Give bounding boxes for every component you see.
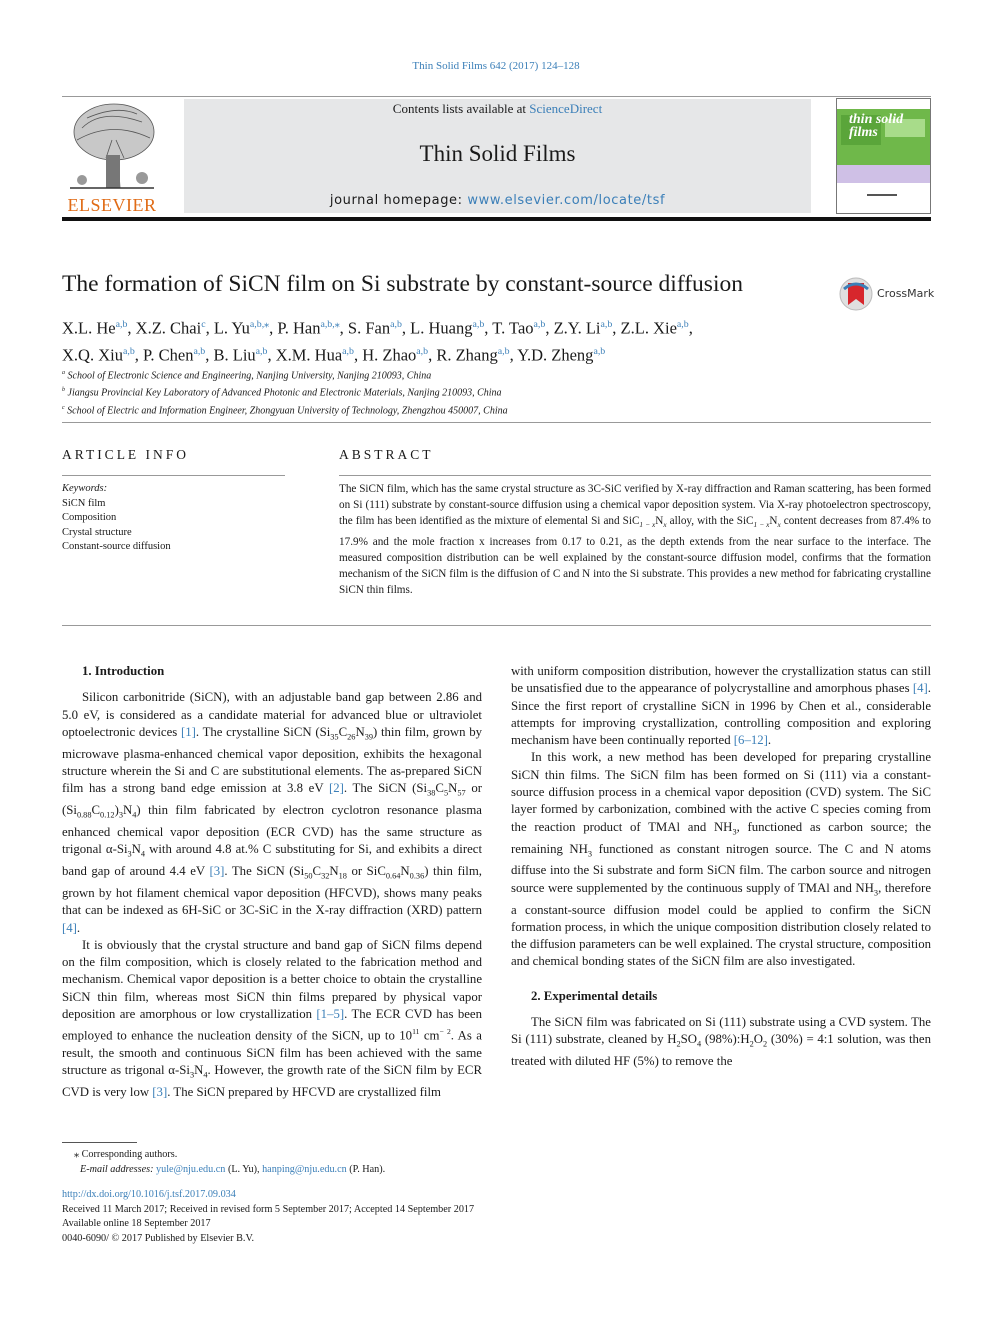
affiliation-a: $^a$ School of Electronic Science and Engineering, Nanjing University, Nanjing 210093, China [62, 370, 432, 382]
divider [62, 625, 931, 626]
journal-name: Thin Solid Films [419, 141, 576, 166]
copyright: 0040-6090/ © 2017 Published by Elsevier B.V. [62, 1232, 255, 1244]
homepage-link[interactable]: www.elsevier.com/locate/tsf [467, 193, 666, 208]
paragraph: Silicon carbonitride (SiCN), with an adjustable band gap between 2.86 and 5.0 eV, is considered as a candidate material for advanced blue or ultraviolet optoelectronic devices [1]. The crystalline SiCN $(Si_{35}C_{26}N_{39})$ thin film, grown by microwave plasma-enhanced chemical vapor deposition, exhibits the hexagonal structure wherein the Si and C are substitutional elements. The as-prepared SiCN film has a strong band edge emission at 3.8 eV [2]. The SiCN ($Si_{38}C_5N_{57}$ or $(Si_{0.88}C_{0.12})_3N_4$) thin film fabricated by electron cyclotron resonance plasma enhanced chemical vapor deposition (ECR CVD) has the same structure as trigonal $\alpha-Si_3N_4$ with around 4.8 at.% C substituting for Si, and exhibits a direct band gap of around 4.4 eV [3]. The SiCN ($Si_{50}C_{32}N_{18}$ or $SiC_{0.64}N_{0.36}$) thin film, grown by hot filament chemical vapor deposition (HFCVD), shows many peaks that can be indexed as 6H-SiC or 3C-SiC in the X-ray diffraction (XRD) pattern [4]. [62, 690, 482, 935]
affiliations [62, 366, 822, 418]
keyword-item: Crystal structure [62, 526, 132, 538]
section-title-experimental: 2. Experimental details [531, 988, 658, 1003]
abstract-heading: ABSTRACT [339, 447, 434, 462]
contents-line: Contents lists available at ScienceDirect [392, 101, 603, 116]
citation-link[interactable]: [6–12] [733, 733, 768, 748]
citation-link[interactable]: [3] [152, 1085, 168, 1100]
abstract-body: The SiCN film, which has the same crystal structure as 3C-SiC verified by X-ray diffraction and Raman scattering, has been formed on Si (111) substrate by constant-source diffusion using a chemical vapor deposition system. Via X-ray photoelectron spectroscopy, the film has been identified as the mixture of elemental Si and $SiC_{1 - x}N_x$ alloy, with the $SiC_{1 - x}N_x$ content decreases from 87.4% to 17.9% and the mole fraction x increases from 0.17 to 0.21, as the depth extends from the near surface to the interface. The measured composition distribution can be well explained by the constant-source diffusion model, confirms that the formation mechanism of the SiCN film is the diffusion of C and N into the Si substrate. This provides a new method for fabricating crystalline SiCN thin films. [339, 483, 931, 597]
crossmark-label: CrossMark [877, 287, 935, 300]
affiliation-b: $^b$ Jiangsu Provincial Key Laboratory of Advanced Photonic and Electronic Materials, Nanjing 210093, China [62, 387, 502, 399]
keyword-item: SiCN film [62, 497, 106, 509]
citation-link[interactable]: [2] [328, 781, 344, 796]
available-date: Available online 18 September 2017 [62, 1218, 211, 1229]
citation-link[interactable]: [3] [209, 864, 225, 879]
article-title: The formation of SiCN film on Si substrate by constant-source diffusion [62, 271, 743, 297]
doi-link[interactable]: http://dx.doi.org/10.1016/j.tsf.2017.09.034 [62, 1189, 236, 1200]
cover-title: thin solid films [849, 112, 904, 140]
divider [62, 422, 931, 423]
divider [62, 475, 285, 476]
keyword-item: Composition [62, 512, 117, 523]
divider [339, 475, 931, 476]
email-note: E-mail addresses: yule@nju.edu.cn (L. Yu), hanping@nju.edu.cn (P. Han). [80, 1164, 386, 1175]
corresponding-note: ⁎ Corresponding authors. [74, 1149, 178, 1160]
author-list: X.L. He$^{a,b}$, X.Z. Chai$^c$, L. $Yu^{a,b,⁎}$, P. Han$^{a,b,⁎}$, S. Fan$^{a,b}$, L. Huang$^{a,b}$, T. Tao$^{a,b}$, Z.Y. Li$^{a,b}$, Z.L. Xie$^{a,b}$, X.Q. Xiu$^{a,b}$, P. Chen$^{a,b}$, B. Liu$^{a,b}$, X.M. Hua$^{a,b}$, H. Zhao$^{a,b}$, R. Zhang$^{a,b}$, Y.D. Zheng$^{a,b}$ [62, 318, 693, 364]
email-link[interactable]: yule@nju.edu.cn [156, 1164, 226, 1175]
article-info-heading: ARTICLE INFO [62, 447, 190, 462]
crossmark-badge[interactable] [838, 277, 948, 311]
homepage-line: journal homepage: www.elsevier.com/locate/tsf [329, 193, 666, 208]
citation-link[interactable]: [4] [912, 681, 928, 696]
keyword-item: Constant-source diffusion [62, 541, 171, 552]
journal-cover[interactable] [836, 98, 931, 214]
affiliation-c: $^c$ School of Electric and Information Engineer, Zhongyuan University of Technology, Zhengzhou 450007, China [62, 404, 508, 416]
crossmark-icon [838, 277, 874, 311]
keywords-list [62, 482, 171, 555]
footnotes [62, 1147, 482, 1177]
paragraph: It is obviously that the crystal structure and band gap of SiCN films depend on the film composition, which is closely related to the fabrication method and mechanism. Chemical vapor deposition is a better choice to obtain the crystalline SiCN thin film, whereas most SiCN thin films prepared by physical vapor deposition are amorphous or low crystallization [1–5]. The ECR CVD has been employed to enhance the nucleation density of the SiCN, up to $10^{11}$ $cm^{- 2}$. As a result, the smooth and continuous SiCN film has been achieved with the same structure as trigonal $\alpha-Si_3N_4$. However, the growth rate of the SiCN film by ECR CVD is very low [3]. The SiCN prepared by HFCVD are crystallized film [62, 937, 482, 1100]
elsevier-logo-text: ELSEVIER [67, 195, 157, 215]
keywords-label: Keywords: [62, 483, 108, 494]
paragraph: In this work, a new method has been developed for preparing crystalline SiCN thin films. The SiCN film has been formed on Si (111) via a constant-source diffusion process in a chemical vapor deposition (CVD) system. The SiC layer formed by carbonization, combined with the active C species coming from the reaction product of TMAl and $NH_3$, functioned as carbon source; the remaining $NH_3$ functioned as constant nitrogen source. The C and N atoms diffuse into the Si substrate and form SiCN film. The carbon source and nitrogen source were supplemented by the continuous supply of TMAl and $NH_3$, therefore a constant-source diffusion model could be applied to confirm the SiCN formation process, in which the unique composition distribution closely related to the diffusion parameters can be well explained. The crystal structure, composition and chemical bonding states of the SiCN film are also investigated. [511, 750, 932, 969]
section-title-introduction: 1. Introduction [82, 664, 165, 678]
body-column-right [511, 663, 931, 1070]
sciencedirect-link[interactable]: ScienceDirect [529, 101, 603, 116]
header-bottom-rule [62, 217, 931, 221]
citation-link[interactable]: [1–5] [316, 1007, 345, 1022]
received-dates: Received 11 March 2017; Received in revised form 5 September 2017; Accepted 14 September 2017 [62, 1203, 475, 1215]
paragraph: The SiCN film was fabricated on Si (111) substrate using a CVD system. The Si (111) substrate, cleaned by $H_2SO_4$ $(98\%):H_2O_2$ (30%) = 4:1 solution, was then treated with diluted HF (5%) to remove the [511, 1014, 931, 1069]
footnote-rule [62, 1142, 137, 1143]
email-link[interactable]: hanping@nju.edu.cn [262, 1164, 347, 1175]
citation-link[interactable]: [4] [62, 920, 77, 935]
paragraph: with uniform composition distribution, however the crystallization status can still be unsatisfied due to the appearance of polycrystalline and amorphous phases [4]. Since the first report of crystalline SiCN in 1996 by Chen et al., considerable attempts for improving crystallization, controlling composition and exploring mechanism have been continually reported [6–12]. [511, 664, 931, 748]
publication-info [62, 1188, 662, 1246]
citation-link[interactable]: [1] [180, 724, 196, 739]
body-column-left [62, 663, 482, 1101]
journal-reference[interactable]: Thin Solid Films 642 (2017) 124–128 [412, 60, 580, 72]
header-top-rule [62, 96, 931, 97]
